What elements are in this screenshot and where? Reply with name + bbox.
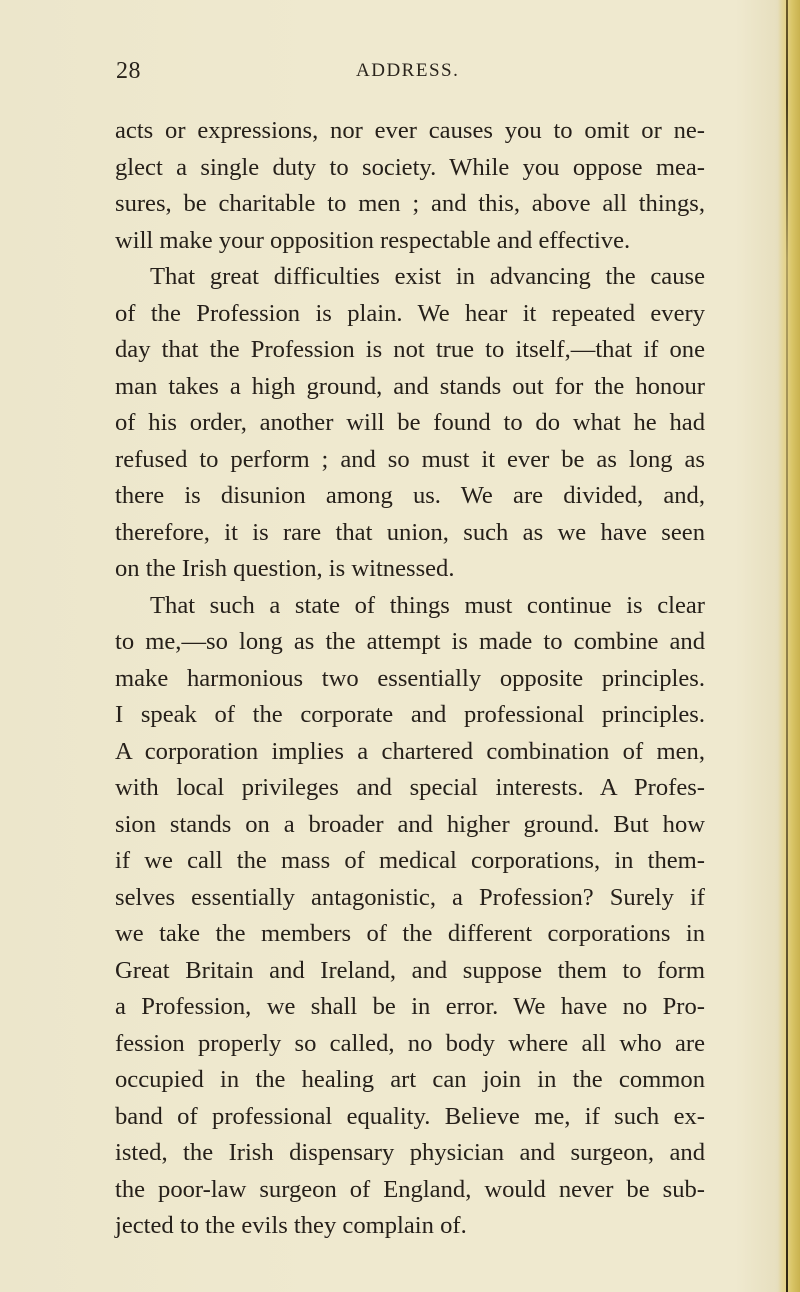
text-line: make harmonious two essentially opposite principles. bbox=[115, 664, 705, 692]
text-line: band of professional equality. Believe me, if such ex- bbox=[115, 1102, 705, 1130]
running-header bbox=[0, 58, 800, 92]
text-line: glect a single duty to society. While you oppose mea- bbox=[115, 153, 705, 181]
text-line: on the Irish question, is witnessed. bbox=[115, 555, 455, 582]
text-line: day that the Profession is not true to itself,—that if one bbox=[115, 336, 705, 363]
text-line: Great Britain and Ireland, and suppose them to form bbox=[115, 956, 705, 984]
text-line: man takes a high ground, and stands out for the honour bbox=[115, 372, 705, 400]
text-line: That such a state of things must continue is clear bbox=[150, 591, 705, 619]
text-line: with local privileges and special interests. A Profes- bbox=[115, 774, 705, 801]
text-line: of his order, another will be found to do what he had bbox=[115, 409, 705, 436]
text-line: we take the members of the different corporations in bbox=[115, 920, 705, 947]
text-line: to me,—so long as the attempt is made to combine and bbox=[115, 628, 705, 655]
text-line: selves essentially antagonistic, a Profession? Surely if bbox=[115, 883, 705, 911]
text-line: if we call the mass of medical corporations, in them- bbox=[115, 847, 705, 874]
body-text bbox=[115, 113, 705, 1245]
text-line: I speak of the corporate and professional principles. bbox=[115, 701, 705, 728]
page-binding-edge bbox=[778, 0, 800, 1292]
text-line: sures, be charitable to men ; and this, above all things, bbox=[115, 190, 705, 217]
text-line: will make your opposition respectable and effective. bbox=[115, 226, 631, 254]
text-line: refused to perform ; and so must it ever be as long as bbox=[115, 445, 705, 473]
text-line: fession properly so called, no body where all who are bbox=[115, 1029, 705, 1057]
text-line: That great difficulties exist in advancing the cause bbox=[150, 263, 705, 290]
page-fold-shadow bbox=[786, 0, 788, 1292]
text-line: occupied in the healing art can join in the common bbox=[115, 1066, 705, 1093]
running-title: ADDRESS. bbox=[356, 60, 460, 81]
text-line: of the Profession is plain. We hear it repeated every bbox=[115, 299, 705, 327]
text-line: isted, the Irish dispensary physician and surgeon, and bbox=[115, 1139, 705, 1166]
text-line: jected to the evils they complain of. bbox=[115, 1212, 467, 1239]
text-line: therefore, it is rare that union, such as we have seen bbox=[115, 518, 705, 546]
page-number: 28 bbox=[116, 58, 141, 84]
text-line: acts or expressions, nor ever causes you to omit or ne- bbox=[115, 117, 705, 144]
text-line: there is disunion among us. We are divided, and, bbox=[115, 482, 705, 509]
text-line: A corporation implies a chartered combination of men, bbox=[115, 737, 705, 765]
text-line: the poor-law surgeon of England, would never be sub- bbox=[115, 1175, 705, 1203]
text-line: sion stands on a broader and higher ground. But how bbox=[115, 810, 705, 838]
text-line: a Profession, we shall be in error. We have no Pro- bbox=[115, 993, 705, 1020]
